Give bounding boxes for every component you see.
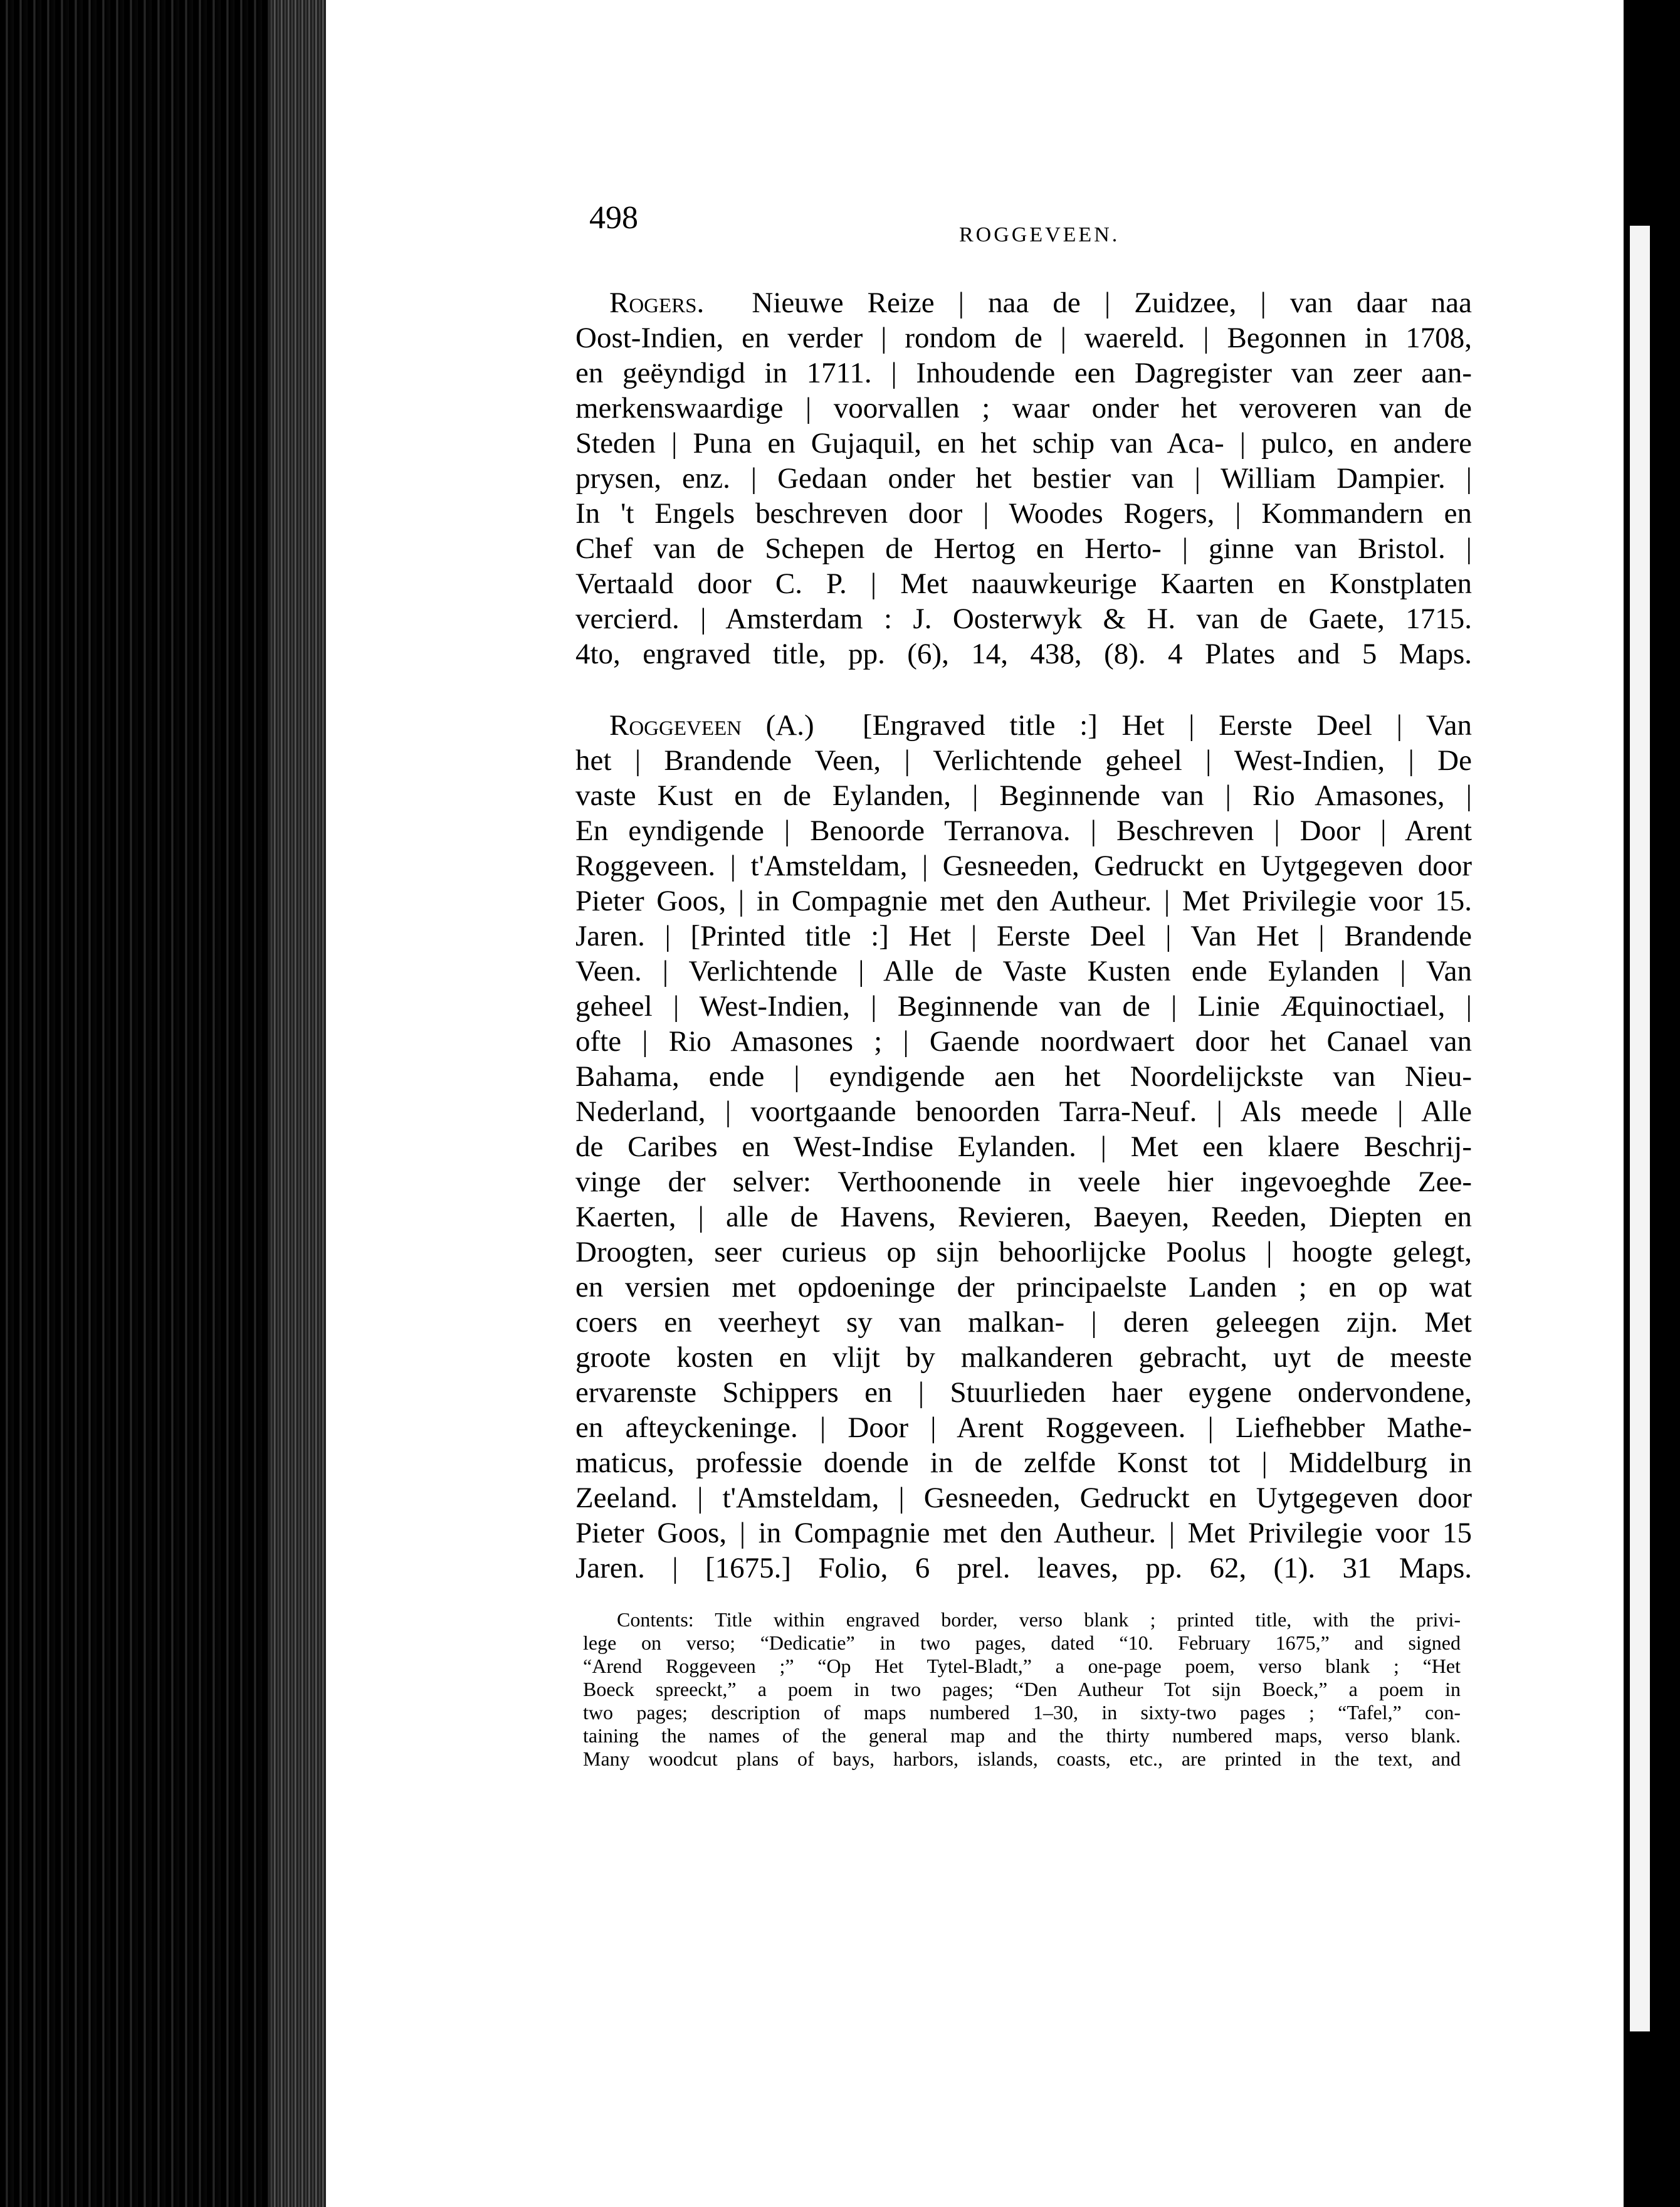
note-line: “Arend Roggeveen ;” “Op Het Tytel-Bladt,” a one-page poem, verso blank ; “Het — [583, 1655, 1461, 1677]
entry-line: Jaren. | [1675.] Folio, 6 prel. leaves, pp. 62, (1). 31 Maps. — [575, 1552, 1472, 1584]
entry-line: Pieter Goos, | in Compagnie met den Autheur. | Met Privilegie voor 15. — [575, 885, 1472, 917]
next-page-edge — [1630, 226, 1650, 2031]
entry-line: 4to, engraved title, pp. (6), 14, 438, (8). 4 Plates and 5 Maps. — [575, 638, 1472, 670]
entry-line: geheel | West-Indien, | Beginnende van de | Linie Æquinoctiael, | — [575, 990, 1472, 1023]
entry-line: Veen. | Verlichtende | Alle de Vaste Kusten ende Eylanden | Van — [575, 955, 1472, 988]
entry-spacer — [575, 672, 1472, 708]
entry-roggeveen — [575, 708, 1472, 1586]
book-page — [326, 0, 1624, 2207]
note-line: Contents: Title within engraved border, verso blank ; printed title, with the privi- — [617, 1608, 1461, 1631]
entry-line: ofte | Rio Amasones ; | Gaende noordwaert door het Canael van — [575, 1025, 1472, 1058]
page-body — [575, 285, 1472, 1586]
page-edges — [270, 0, 326, 2207]
entry-line: Zeeland. | t'Amsteldam, | Gesneeden, Gedruckt en Uytgegeven door — [575, 1482, 1472, 1514]
entry-line: Nederland, | voortgaande benoorden Tarra-Neuf. | Als meede | Alle — [575, 1095, 1472, 1128]
entry-line: vinge der selver: Verthoonende in veele hier ingevoeghde Zee- — [575, 1166, 1472, 1198]
entry-line: Jaren. | [Printed title :] Het | Eerste Deel | Van Het | Brandende — [575, 920, 1472, 952]
entry-line: Vertaald door C. P. | Met naauwkeurige Kaarten en Konstplaten — [575, 567, 1472, 600]
note-line: Many woodcut plans of bays, harbors, islands, coasts, etc., are printed in the text, and — [583, 1747, 1461, 1770]
entry-line: ervarenste Schippers en | Stuurlieden haer eygene ondervondene, — [575, 1376, 1472, 1409]
entry-line: In 't Engels beschreven door | Woodes Rogers, | Kommandern en — [575, 497, 1472, 530]
entry-line: Rogers. Nieuwe Reize | naa de | Zuidzee, | van daar naa — [609, 287, 1473, 319]
entry-rogers — [575, 285, 1472, 672]
note-line: taining the names of the general map and the thirty numbered maps, verso blank. — [583, 1724, 1461, 1747]
page-number: 498 — [589, 200, 638, 236]
entry-line: Pieter Goos, | in Compagnie met den Autheur. | Met Privilegie voor 15 — [575, 1517, 1472, 1549]
note-line: Boeck spreeckt,” a poem in two pages; “Den Autheur Tot sijn Boeck,” a poem in — [583, 1678, 1461, 1700]
entry-line: en afteyckeninge. | Door | Arent Roggeveen. | Liefhebber Mathe- — [575, 1411, 1472, 1444]
entry-line: Kaerten, | alle de Havens, Revieren, Baeyen, Reeden, Diepten en — [575, 1201, 1472, 1233]
entry-line: Droogten, seer curieus op sijn behoorlijcke Poolus | hoogte gelegt, — [575, 1236, 1472, 1268]
entry-author: Rogers. — [609, 287, 705, 319]
entry-line: Steden | Puna en Gujaquil, en het schip van Aca- | pulco, en andere — [575, 427, 1472, 460]
entry-line: En eyndigende | Benoorde Terranova. | Beschreven | Door | Arent — [575, 814, 1472, 847]
entry-line: Roggeveen. | t'Amsteldam, | Gesneeden, Gedruckt en Uytgegeven door — [575, 850, 1472, 882]
entry-line: vercierd. | Amsterdam : J. Oosterwyk & H. van de Gaete, 1715. — [575, 603, 1472, 635]
entry-line: Oost-Indien, en verder | rondom de | waereld. | Begonnen in 1708, — [575, 322, 1472, 354]
entry-line: Roggeveen (A.) [Engraved title :] Het | Eerste Deel | Van — [609, 709, 1472, 742]
entry-line: prysen, enz. | Gedaan onder het bestier van | William Dampier. | — [575, 462, 1472, 495]
entry-line: coers en veerheyt sy van malkan- | deren geleegen zijn. Met — [575, 1306, 1472, 1339]
entry-line: de Caribes en West-Indise Eylanden. | Met een klaere Beschrij- — [575, 1130, 1472, 1163]
entry-line: merkenswaardige | voorvallen ; waar onder het veroveren van de — [575, 392, 1472, 424]
entry-line: maticus, professie doende in de zelfde Konst tot | Middelburg in — [575, 1446, 1472, 1479]
entry-line: en versien met opdoeninge der principaelste Landen ; en op wat — [575, 1271, 1472, 1304]
entry-line: Bahama, ende | eyndigende aen het Noordelijckste van Nieu- — [575, 1060, 1472, 1093]
note-line: two pages; description of maps numbered 1–30, in sixty-two pages ; “Tafel,” con- — [583, 1701, 1461, 1724]
running-head: ROGGEVEEN. — [959, 223, 1120, 246]
entry-line: groote kosten en vlijt by malkanderen gebracht, uyt de meeste — [575, 1341, 1472, 1374]
contents-note — [583, 1608, 1461, 1771]
entry-author: Roggeveen (A.) — [609, 709, 814, 742]
entry-line: het | Brandende Veen, | Verlichtende geheel | West-Indien, | De — [575, 744, 1472, 777]
entry-line: en geëyndigd in 1711. | Inhoudende een Dagregister van zeer aan- — [575, 357, 1472, 389]
entry-line: Chef van de Schepen de Hertog en Herto- | ginne van Bristol. | — [575, 532, 1472, 565]
note-line: lege on verso; “Dedicatie” in two pages, dated “10. February 1675,” and signed — [583, 1631, 1461, 1654]
entry-line: vaste Kust en de Eylanden, | Beginnende van | Rio Amasones, | — [575, 779, 1472, 812]
